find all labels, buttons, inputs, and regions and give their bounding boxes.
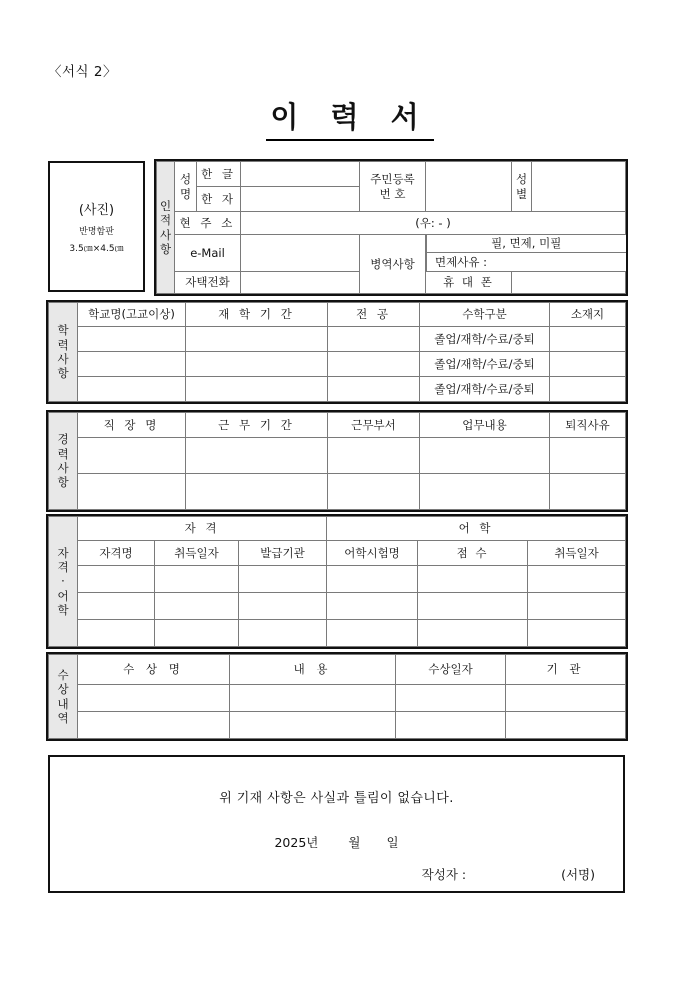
- qualification-row-1-lang-date[interactable]: [528, 566, 626, 593]
- education-label-char-3: 사: [57, 352, 69, 366]
- name-hangul-value[interactable]: [241, 162, 360, 187]
- awards-label-char-1: 수: [57, 667, 69, 682]
- career-label-char-1: 경: [57, 432, 69, 447]
- qualification-row-2-lang-date[interactable]: [528, 593, 626, 620]
- qualification-row-2-cert-date[interactable]: [155, 593, 239, 620]
- career-row-2-department[interactable]: [328, 474, 420, 510]
- qualification-table: [48, 516, 626, 647]
- form-number: 〈서식 2〉: [48, 64, 117, 80]
- education-header-location: 소재지: [550, 303, 626, 327]
- awards-header-content: 내 용: [230, 655, 396, 685]
- awards-header-date: 수상일자: [396, 655, 506, 685]
- qualification-label-char-5: 학: [57, 603, 69, 618]
- declaration-day: 일: [386, 835, 399, 850]
- education-row-1-period[interactable]: [186, 327, 328, 352]
- qualification-row-3-cert-issuer[interactable]: [239, 620, 327, 647]
- career-label-char-3: 사: [57, 461, 69, 475]
- qualification-row-2-cert-issuer[interactable]: [239, 593, 327, 620]
- awards-label-char-2: 상: [57, 682, 69, 697]
- qualification-row-3-lang-score[interactable]: [418, 620, 528, 647]
- career-header-company: 직 장 명: [78, 413, 186, 438]
- education-row-2-school[interactable]: [78, 352, 186, 377]
- rrn-value[interactable]: [426, 162, 512, 212]
- qualification-row-1-cert-name[interactable]: [78, 566, 155, 593]
- education-row-1-school[interactable]: [78, 327, 186, 352]
- rrn-label-line1: 주민등록: [370, 172, 415, 187]
- gender-value[interactable]: [532, 162, 626, 212]
- education-row-1-status[interactable]: 졸업/재학/수료/중퇴: [420, 327, 550, 352]
- education-row-3-location[interactable]: [550, 377, 626, 402]
- qualification-label-char-2: 격: [57, 559, 69, 574]
- page-title: 이 력 서: [266, 95, 433, 141]
- photo-box: [48, 161, 145, 292]
- career-row-1-company[interactable]: [78, 438, 186, 474]
- education-row-2-location[interactable]: [550, 352, 626, 377]
- name-hangul-label: 한 글: [197, 162, 241, 187]
- address-value[interactable]: (우: - ): [241, 212, 626, 235]
- education-header-major: 전 공: [328, 303, 420, 327]
- declaration-signature-line: [422, 865, 595, 883]
- education-row-3-major[interactable]: [328, 377, 420, 402]
- education-row-2-status[interactable]: 졸업/재학/수료/중퇴: [420, 352, 550, 377]
- education-header-school: 학교명(고교이상): [78, 303, 186, 327]
- awards-row-1-name[interactable]: [78, 685, 230, 712]
- career-row-2-period[interactable]: [186, 474, 328, 510]
- qualification-header-cert-name: 자격명: [78, 541, 155, 566]
- career-label-char-2: 력: [57, 446, 69, 461]
- education-row-1-major[interactable]: [328, 327, 420, 352]
- awards-row-2-date[interactable]: [396, 712, 506, 739]
- declaration-date: [50, 833, 623, 851]
- qualification-row-3-lang-date[interactable]: [528, 620, 626, 647]
- table-row: [49, 352, 626, 377]
- education-table: [48, 302, 626, 402]
- career-row-1-duties[interactable]: [420, 438, 550, 474]
- email-value[interactable]: [241, 235, 360, 272]
- table-row: [49, 593, 626, 620]
- education-row-3-period[interactable]: [186, 377, 328, 402]
- awards-row-2-content[interactable]: [230, 712, 396, 739]
- qualification-header-lang-score: 점 수: [418, 541, 528, 566]
- home-phone-label: 자택전화: [175, 272, 241, 294]
- career-header-reason: 퇴직사유: [550, 413, 626, 438]
- qualification-section-label: [49, 517, 78, 647]
- photo-size: 3.5㎝×4.5㎝: [69, 244, 124, 254]
- education-label-char-2: 력: [57, 337, 69, 352]
- page-title-wrapper: [0, 95, 700, 141]
- personal-label-char-3: 사: [159, 227, 172, 242]
- mobile-value[interactable]: [512, 272, 626, 294]
- education-row-2-major[interactable]: [328, 352, 420, 377]
- education-section-label: [49, 303, 78, 402]
- email-label: e-Mail: [175, 235, 241, 272]
- table-row: [49, 566, 626, 593]
- awards-row-2-name[interactable]: [78, 712, 230, 739]
- qualification-row-1-lang-score[interactable]: [418, 566, 528, 593]
- awards-row-1-date[interactable]: [396, 685, 506, 712]
- name-label-char-1: 성: [179, 172, 192, 187]
- address-label: 현 주 소: [175, 212, 241, 235]
- qualification-group-header-language: 어 학: [327, 517, 626, 541]
- education-label-char-1: 학: [57, 323, 69, 338]
- qualification-row-1-lang-test[interactable]: [327, 566, 418, 593]
- gender-label-char-1: 성: [515, 172, 528, 187]
- awards-label-char-4: 역: [57, 710, 69, 725]
- qualification-header-cert-issuer: 발급기관: [239, 541, 327, 566]
- qualification-row-3-cert-date[interactable]: [155, 620, 239, 647]
- qualification-row-2-lang-score[interactable]: [418, 593, 528, 620]
- education-header-status: 수학구분: [420, 303, 550, 327]
- personal-section-label: [157, 162, 175, 294]
- qualification-row-1-cert-issuer[interactable]: [239, 566, 327, 593]
- awards-header-organization: 기 관: [506, 655, 626, 685]
- military-detail-wrapper: [426, 235, 626, 272]
- photo-type: 반명함판: [79, 227, 114, 237]
- qualification-header-lang-test: 어학시험명: [327, 541, 418, 566]
- table-row: [49, 438, 626, 474]
- career-header-department: 근무부서: [328, 413, 420, 438]
- declaration-box: [48, 755, 625, 893]
- declaration-signature-label: (서명): [561, 867, 595, 882]
- table-row: [49, 620, 626, 647]
- personal-label-char-2: 적: [159, 213, 172, 228]
- personal-label-char-4: 항: [159, 241, 172, 256]
- military-exempt-reason[interactable]: 면제사유 :: [426, 253, 626, 271]
- awards-table: [48, 654, 626, 739]
- table-row: [49, 327, 626, 352]
- military-label: 병역사항: [360, 235, 426, 294]
- career-row-2-reason[interactable]: [550, 474, 626, 510]
- personal-info-table: [156, 161, 626, 294]
- education-row-1-location[interactable]: [550, 327, 626, 352]
- career-row-2-company[interactable]: [78, 474, 186, 510]
- photo-label: (사진): [78, 203, 115, 218]
- awards-row-1-organization[interactable]: [506, 685, 626, 712]
- declaration-month: 월: [348, 835, 361, 850]
- education-row-3-school[interactable]: [78, 377, 186, 402]
- qualification-label-char-3: ·: [61, 574, 65, 589]
- qualification-header-cert-date: 취득일자: [155, 541, 239, 566]
- name-label: [175, 162, 197, 212]
- qualification-header-lang-date: 취득일자: [528, 541, 626, 566]
- awards-row-1-content[interactable]: [230, 685, 396, 712]
- name-hanja-value[interactable]: [241, 187, 360, 212]
- awards-label-char-3: 내: [57, 696, 69, 711]
- career-section-label: [49, 413, 78, 510]
- awards-section-label: [49, 655, 78, 739]
- gender-label: [512, 162, 532, 212]
- table-row: [49, 685, 626, 712]
- table-row: [49, 377, 626, 402]
- declaration-writer-label: 작성자 :: [421, 867, 467, 882]
- career-header-duties: 업무내용: [420, 413, 550, 438]
- rrn-label: [360, 162, 426, 212]
- education-header-period: 재 학 기 간: [186, 303, 328, 327]
- personal-label-char-1: 인: [159, 198, 172, 213]
- qualification-row-3-cert-name[interactable]: [78, 620, 155, 647]
- qualification-group-header-cert: 자 격: [78, 517, 327, 541]
- military-status[interactable]: 필, 면제, 미필: [426, 235, 626, 253]
- name-label-char-2: 명: [179, 186, 192, 201]
- career-row-2-duties[interactable]: [420, 474, 550, 510]
- qualification-row-3-lang-test[interactable]: [327, 620, 418, 647]
- education-label-char-4: 항: [57, 366, 69, 381]
- qualification-row-2-cert-name[interactable]: [78, 593, 155, 620]
- qualification-row-1-cert-date[interactable]: [155, 566, 239, 593]
- rrn-label-line2: 번 호: [379, 186, 406, 201]
- qualification-label-char-1: 자: [57, 545, 69, 560]
- education-row-2-period[interactable]: [186, 352, 328, 377]
- awards-row-2-organization[interactable]: [506, 712, 626, 739]
- table-row: [49, 712, 626, 739]
- declaration-statement: 위 기재 사항은 사실과 틀림이 없습니다.: [219, 791, 454, 806]
- career-table: [48, 412, 626, 510]
- awards-header-name: 수 상 명: [78, 655, 230, 685]
- education-row-3-status[interactable]: 졸업/재학/수료/중퇴: [420, 377, 550, 402]
- qualification-label-char-4: 어: [57, 588, 69, 603]
- career-label-char-4: 항: [57, 475, 69, 490]
- qualification-row-2-lang-test[interactable]: [327, 593, 418, 620]
- gender-label-char-2: 별: [515, 186, 528, 201]
- career-row-1-period[interactable]: [186, 438, 328, 474]
- table-row: [49, 474, 626, 510]
- name-hanja-label: 한 자: [197, 187, 241, 212]
- declaration-year: 2025년: [274, 835, 319, 850]
- career-header-period: 근 무 기 간: [186, 413, 328, 438]
- career-row-1-department[interactable]: [328, 438, 420, 474]
- mobile-label: 휴 대 폰: [426, 272, 512, 294]
- career-row-1-reason[interactable]: [550, 438, 626, 474]
- home-phone-value[interactable]: [241, 272, 360, 294]
